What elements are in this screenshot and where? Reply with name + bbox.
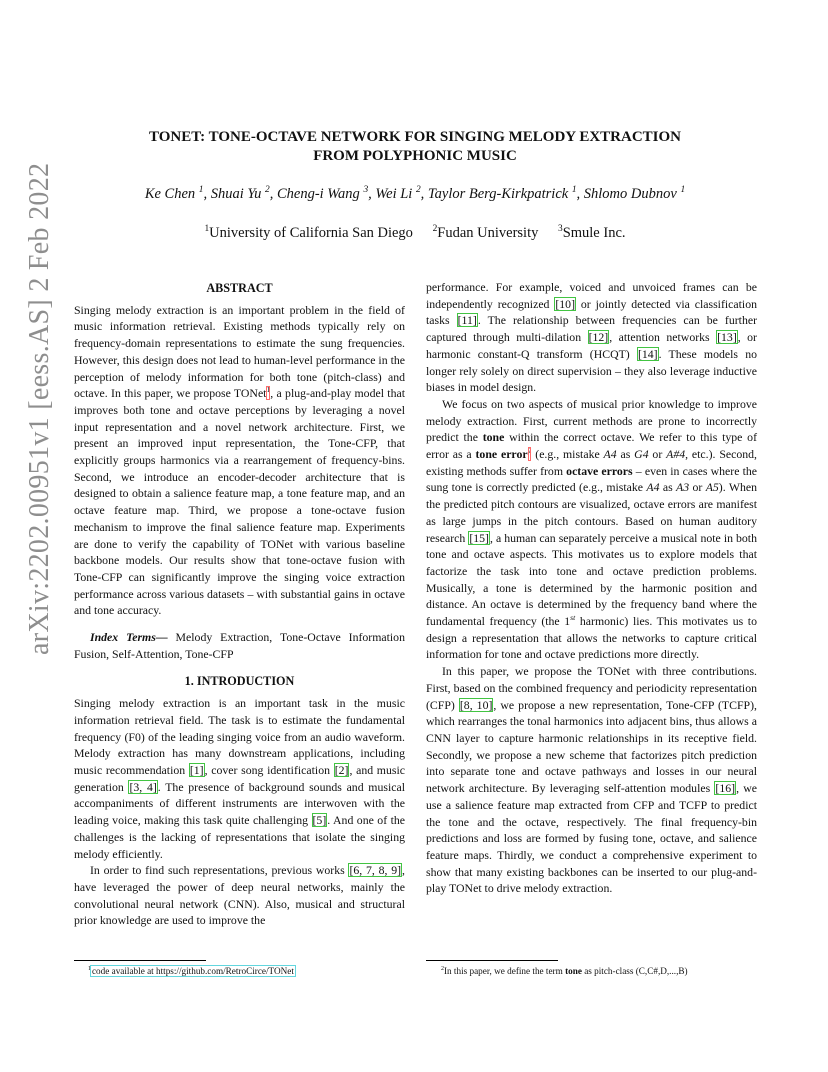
- right-column: [426, 279, 757, 897]
- citation-link[interactable]: [6, 7, 8, 9]: [349, 863, 402, 878]
- author: Ke Chen: [144, 186, 196, 202]
- arxiv-stamp-text: arXiv:2202.00951v1 [eess.AS] 2 Feb 2022: [24, 162, 55, 655]
- citation-link[interactable]: [1]: [189, 762, 204, 777]
- citation-link[interactable]: [5]: [312, 813, 327, 828]
- code-link[interactable]: code available at https://github.com/RetroCirce/TONet: [91, 966, 294, 976]
- citation-link[interactable]: [11]: [457, 313, 477, 328]
- affiliation-list: [60, 225, 770, 242]
- author-list: Ke Chen $^1$, Shuai Yu $^2$, Cheng-i Wang $^3$, Wei Li $^2$, Taylor Berg-Kirkpatrick $^1$, Shlomo Dubnov $^1$: [144, 185, 686, 202]
- index-terms-label: Index Terms—: [90, 630, 168, 645]
- author: Cheng-i Wang: [276, 186, 360, 202]
- footnote-link[interactable]: 1: [266, 386, 270, 400]
- right-paragraph-3: In this paper, we propose the TONet with three contributions. First, based on the combined frequency and periodicity representation (CFP) [8, 10], we propose a new representation, Tone-CFP (TCFP), which rearranges the tonal harmonics into adjacent bins, thus allows a CNN layer to capture harmonic relationships in its receptive field. Secondly, we propose a new scheme that factorizes pitch prediction into separate tone and octave pathways and losses in our neural network architecture. By leveraging self-attention modules [16], we use a salience feature map extracted from CFP and TCFP to predict the tone and the octave, respectively. The final frequency-bin predictions and loss are formed by fusing tone, octave, and salience feature maps. Thirdly, we conduct a comprehensive experiment to show that many existing backbones can be inserted to our plug-and-play TONet to drive melody extraction.: [426, 664, 757, 896]
- citation-link[interactable]: [13]: [717, 330, 737, 345]
- citation-link[interactable]: [16]: [715, 781, 736, 796]
- footnote-2: $^2$In this paper, we define the term tone as pitch-class (C,C#,D,...,B): [441, 965, 688, 976]
- abstract-heading: ABSTRACT: [206, 281, 273, 295]
- author: Taylor Berg-Kirkpatrick: [427, 186, 569, 202]
- author-affiliation-mark: 1: [571, 185, 577, 196]
- author-affiliation-mark: 3: [363, 185, 369, 196]
- intro-paragraph-1: Singing melody extraction is an important task in the music information retrieval field. The task is to estimate the fundamental frequency (F0) of the leading singing voice from an audio waveform. Melody extraction has many downstream applications, including music recommendation [1], cover song identification [2], and music generation [3, 4]. The presence of background sounds and musical accompaniments of different instruments are interwoven with the leading voice, making this task quite challenging [5]. And one of the challenges is the lacking of representations that isolate the singing melody efficiently.: [74, 696, 405, 861]
- citation-link[interactable]: [3, 4]: [129, 779, 157, 794]
- affiliation: $^3$Smule Inc.: [557, 224, 626, 241]
- footnote-rule: [426, 960, 558, 961]
- arxiv-stamp: [24, 162, 55, 685]
- author-affiliation-mark: 2: [265, 185, 270, 196]
- affiliation: $^2$Fudan University: [432, 224, 539, 241]
- abstract-paragraph: Singing melody extraction is an important problem in the field of music information retrieval. Existing methods typically rely on frequency-domain representations to estimate the sung frequencies. However, this design does not lead to human-level performance in the perception of melody information for both tone (pitch-class) and octave. In this paper, we propose TONet$^1$, a plug-and-play model that improves both tone and octave perceptions by leveraging a novel input representation and a novel network architecture. First, we present an improved input representation, the Tone-CFP, that explicitly groups harmonics via a rearrangement of frequency-bins. Second, we introduce an encoder-decoder architecture that is designed to obtain a salience feature map, a tone feature map, and an octave feature map. Third, we propose a tone-octave fusion mechanism to improve the final salience feature map. Experiments are done to verify the capability of TONet with various baseline backbone models. Our results show that tone-octave fusion with Tone-CFP can significantly improve the singing voice extraction performance across various datasets – with substantial gains in octave and tone accuracy.: [74, 302, 405, 618]
- citation-link[interactable]: [14]: [637, 346, 658, 361]
- paper-title: [110, 128, 720, 166]
- citation-link[interactable]: [8, 10]: [459, 697, 493, 712]
- introduction-heading: 1. INTRODUCTION: [184, 674, 295, 689]
- author-affiliation-mark: 2: [415, 185, 421, 196]
- title-line-2: FROM POLYPHONIC MUSIC: [313, 148, 517, 164]
- footnote-link[interactable]: 2: [528, 447, 532, 461]
- right-paragraph-2: We focus on two aspects of musical prior knowledge to improve melody extraction. First, current methods are prone to incorrectly predict the tone within the correct octave. We refer to this type of error as a tone error$^2$ (e.g., mistake A4 as G4 or A#4, etc.). Second, existing methods suffer from octave errors – even in cases where the sung tone is correctly predicted (e.g., mistake A4 as A3 or A5). When the predicted pitch contours are visualized, octave errors are manifest as large jumps in the pitch contours. Based on human auditory research [15], a human can separately perceive a musical note in both tone and octave aspects. This motivates us to explore models that factorize the task into tone and octave prediction problems. Musically, a tone is determined by the harmonic position and distance. An octave is determined by the frequency band where the fundamental frequency (the 1st harmonic) lies. This motivates us to design a representation that allows the networks to capture critical information for tone and octave predictions more directly.: [426, 396, 758, 662]
- left-column: [74, 280, 405, 929]
- citation-link[interactable]: [12]: [588, 330, 609, 345]
- author: Shuai Yu: [210, 186, 262, 202]
- author-affiliation-mark: 1: [198, 185, 204, 196]
- citation-link[interactable]: [15]: [469, 530, 489, 545]
- right-paragraph-1: performance. For example, voiced and unvoiced frames can be independently recognized [10] or jointly detected via classification tasks [11]. The relationship between frequencies can be further captured through multi-dilation [12], attention networks [13], or harmonic constant-Q transform (HCQT) [14]. These models no longer rely solely on direct supervision – they also leverage inductive biases in model design.: [426, 280, 758, 395]
- author-affiliation-mark: 1: [680, 185, 686, 196]
- citation-link[interactable]: [2]: [334, 762, 349, 777]
- author: Shlomo Dubnov: [583, 186, 677, 202]
- citation-link[interactable]: [10]: [555, 296, 575, 311]
- footnote-rule: [74, 960, 206, 961]
- affiliation: $^1$University of California San Diego: [204, 224, 413, 241]
- author: Wei Li: [375, 186, 413, 202]
- index-terms: Index Terms— Melody Extraction, Tone-Octave Information Fusion, Self-Attention, Tone-CFP: [74, 630, 405, 661]
- footnote-1: $^1$code available at https://github.com/RetroCirce/TONet: [88, 965, 294, 976]
- intro-paragraph-2: In order to find such representations, previous works [6, 7, 8, 9], have leveraged the power of deep neural networks, mainly the convolutional neural network (CNN). Also, musical and structural prior knowledge are used to improve the: [74, 863, 405, 928]
- title-line-1: TONET: TONE-OCTAVE NETWORK FOR SINGING MELODY EXTRACTION: [148, 129, 682, 145]
